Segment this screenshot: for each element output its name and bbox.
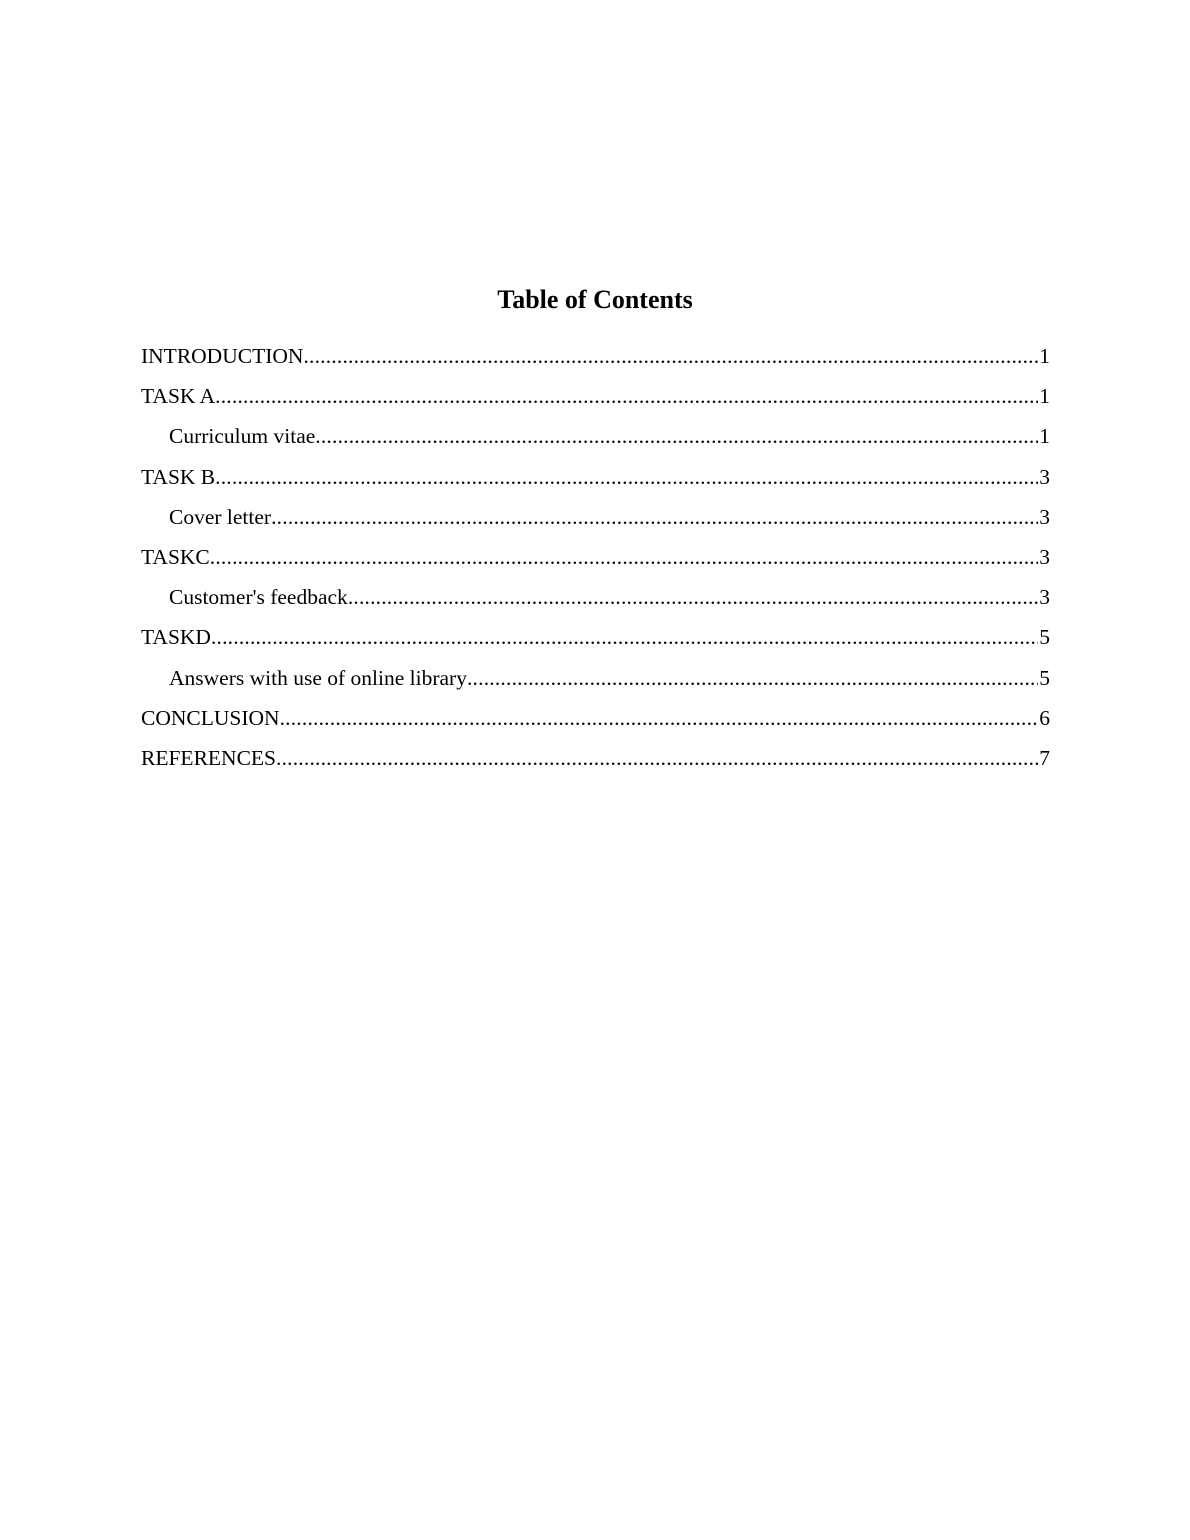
toc-entry-online-library[interactable] (141, 665, 1050, 705)
toc-entry-label: Cover letter (169, 504, 272, 529)
toc-entry-page: 3 (1039, 504, 1050, 529)
toc-dot-leader (315, 423, 1038, 450)
toc-entry-task-a[interactable] (141, 383, 1050, 423)
toc-entry-page: 1 (1039, 384, 1050, 409)
toc-dot-leader (211, 624, 1038, 651)
toc-entry-label: Customer's feedback (169, 585, 348, 610)
toc-entry-page: 1 (1039, 344, 1050, 368)
toc-entry-label: REFERENCES (141, 745, 276, 770)
toc-dot-leader (467, 665, 1038, 692)
toc-title: Table of Contents (497, 285, 693, 314)
toc-entry-cover-letter[interactable] (141, 504, 1050, 544)
toc-entry-label: Answers with use of online library (169, 665, 467, 690)
toc-entry-conclusion[interactable] (141, 705, 1050, 745)
toc-entry-task-d[interactable] (141, 624, 1050, 664)
toc-dot-leader (210, 544, 1038, 571)
toc-entry-page: 7 (1039, 745, 1050, 770)
toc-dot-leader (276, 745, 1038, 772)
toc-entry-label: TASK B (141, 464, 216, 489)
toc-entry-task-c[interactable] (141, 544, 1050, 584)
toc-entry-page: 3 (1039, 464, 1050, 489)
toc-dot-leader (348, 584, 1038, 611)
toc-dot-leader (303, 343, 1038, 370)
toc-entry-introduction[interactable] (141, 343, 1050, 383)
toc-entry-label: TASKC (141, 544, 210, 569)
toc-entry-label: TASK A (141, 384, 216, 409)
toc-entry-task-b[interactable] (141, 464, 1050, 504)
toc-entry-page: 5 (1039, 665, 1050, 690)
toc-entry-label: TASKD (141, 625, 211, 650)
toc-list (141, 343, 1050, 785)
toc-entry-label: INTRODUCTION (141, 344, 304, 368)
toc-entry-curriculum-vitae[interactable] (141, 423, 1050, 463)
toc-dot-leader (215, 383, 1038, 410)
toc-entry-label: CONCLUSION (141, 705, 280, 730)
toc-entry-page: 1 (1039, 424, 1050, 449)
toc-entry-page: 5 (1039, 625, 1050, 650)
toc-entry-customers-feedback[interactable] (141, 584, 1050, 624)
toc-entry-page: 3 (1039, 585, 1050, 610)
toc-dot-leader (215, 464, 1038, 491)
toc-entry-page: 3 (1039, 544, 1050, 569)
toc-entry-references[interactable] (141, 745, 1050, 785)
toc-dot-leader (280, 705, 1039, 732)
toc-entry-page: 6 (1039, 705, 1050, 730)
toc-dot-leader (271, 504, 1038, 531)
toc-entry-label: Curriculum vitae (169, 424, 316, 449)
